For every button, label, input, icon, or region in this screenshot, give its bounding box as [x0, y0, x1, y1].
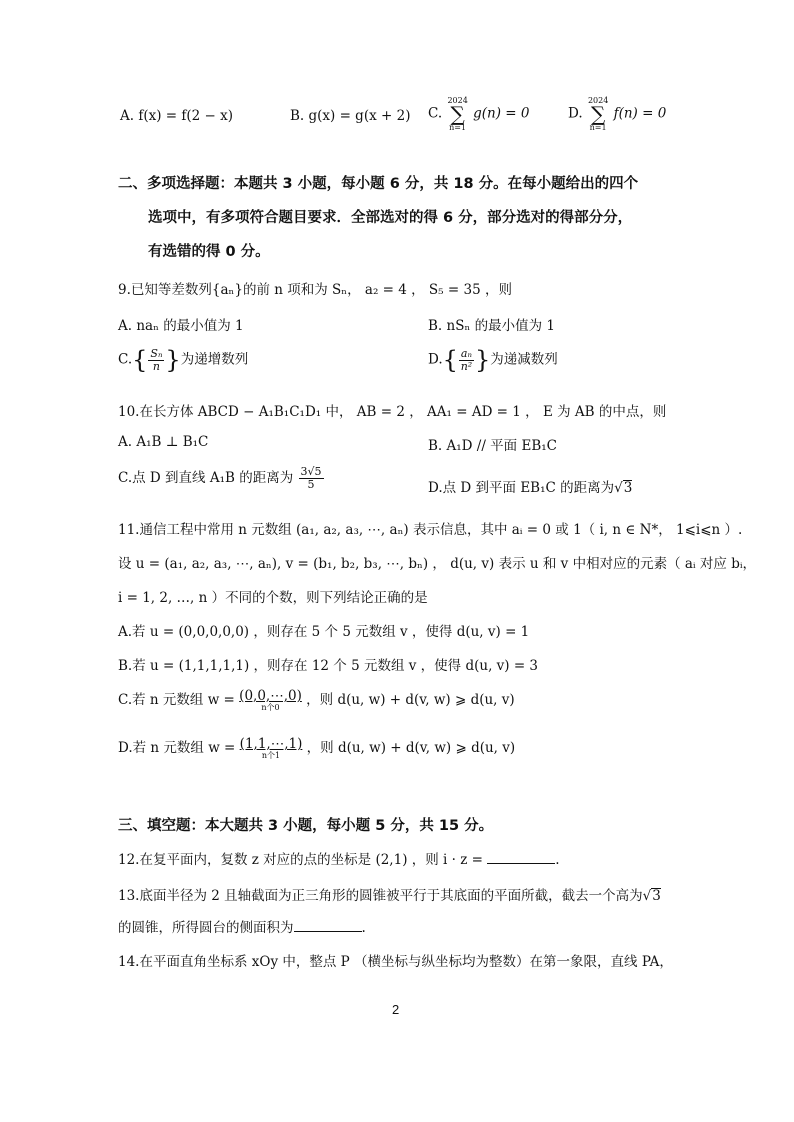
q9-option-c-fraction: [148, 348, 164, 373]
q8-option-d-expr: f(n) = 0: [613, 105, 667, 122]
q12-answer-blank: [487, 851, 555, 864]
q11-option-a: A.若 u = (0,0,0,0,0) ，则存在 5 个 5 元数组 v ，使得 d(u, v) = 1: [118, 624, 530, 640]
q9-option-d-label: D.: [428, 351, 443, 368]
q10-option-c-text: C.点 D 到直线 A₁B 的距离为: [118, 470, 294, 486]
q13-line2: [118, 916, 366, 936]
section2-heading-line3: 有选错的得 0 分。: [148, 244, 270, 260]
q10-option-d: D.点 D 到平面 EB₁C 的距离为√3: [428, 480, 633, 496]
q10-option-d-text: D.点 D 到平面 EB₁C 的距离为: [428, 480, 615, 496]
q9-option-d: D.{ $\frac{\text{aₙ}}{\text{n²}}$ }为递减数列: [428, 346, 558, 374]
q12-text: 12.在复平面内，复数 z 对应的点的坐标是 (2,1) ，则 i · z =: [118, 852, 483, 868]
q9-option-c: C.{ $\frac{\text{Sₙ}}{n}$ }为递增数列: [118, 346, 249, 374]
q9-option-a: A. naₙ 的最小值为 1: [118, 318, 244, 334]
page-number: 2: [392, 1002, 400, 1017]
q11-option-c-pre: C.若 n 元数组 w =: [118, 692, 235, 708]
q13-answer-blank: [294, 919, 362, 932]
q8-option-c-label: C.: [428, 105, 443, 122]
q8-option-c-sum-bottom: n=1: [449, 123, 467, 132]
q9-option-d-numerator: aₙ: [460, 346, 472, 360]
q8-option-d-sum-top: 2024: [587, 96, 609, 105]
q8-option-d: [568, 96, 666, 132]
q13-line2-post: .: [361, 920, 366, 936]
q12: [118, 848, 560, 868]
q10-option-b: B. A₁D // 平面 EB₁C: [428, 438, 557, 454]
q9-stem: 9.已知等差数列{aₙ}的前 n 项和为 Sₙ， a₂ = 4 ， S₅ = 35 ，则: [118, 282, 512, 298]
q11-option-c-post: ，则 d(u, w) + d(v, w) ⩾ d(u, v): [306, 692, 515, 708]
q9-option-d-fraction: [459, 348, 474, 373]
q11-option-c-tuple: [239, 688, 302, 712]
q11-stem-line3: i = 1, 2, …, n ）不同的个数，则下列结论正确的是: [118, 590, 428, 606]
q10-option-a: A. A₁B ⊥ B₁C: [118, 434, 209, 450]
q8-option-b: B. g(x) = g(x + 2): [290, 108, 411, 124]
q10-stem: 10.在长方体 ABCD − A₁B₁C₁D₁ 中， AB = 2 ， AA₁ = AD = 1 ， E 为 AB 的中点，则: [118, 404, 667, 420]
q11-stem-line1: 11.通信工程中常用 n 元数组 (a₁, a₂, a₃, ⋯, aₙ) 表示信息，其中 aᵢ = 0 或 1（ i, n ∈ N*， 1⩽i⩽n ）.: [118, 522, 743, 538]
q10-option-c-numerator: 3√5: [300, 465, 322, 478]
q9-option-b: B. nSₙ 的最小值为 1: [428, 318, 555, 334]
q11-option-c-underbrace-label: n个0: [261, 703, 280, 712]
q10-option-c-denominator: 5: [307, 478, 315, 491]
q9-option-c-text: 为递增数列: [180, 351, 249, 368]
q11-option-d-tuple-value: (1,1,⋯,1): [239, 736, 303, 752]
q9-option-d-text: 为递减数列: [490, 351, 558, 368]
q11-option-d: [118, 736, 515, 760]
q11-option-c-tuple-value: (0,0,⋯,0): [239, 688, 302, 704]
q13-line1-text: 13.底面半径为 2 且轴截面为正三角形的圆锥被平行于其底面的平面所截，截去一个高为: [118, 888, 643, 904]
q13-line2-text: 的圆锥，所得圆台的侧面积为: [118, 920, 294, 936]
q11-option-b: B.若 u = (1,1,1,1,1) ，则存在 12 个 5 元数组 v ，使得 d(u, v) = 3: [118, 658, 539, 674]
q10-option-d-sqrt: 3: [623, 480, 633, 496]
q11-option-d-post: ，则 d(u, w) + d(v, w) ⩾ d(u, v): [306, 740, 516, 756]
q11-option-d-underbrace-label: n个1: [261, 751, 281, 760]
q10-option-c: [118, 466, 325, 491]
q11-option-d-tuple: [240, 736, 303, 760]
q14-line1: 14.在平面直角坐标系 xOy 中，整点 P （横坐标与纵坐标均为整数）在第一象限，直线 PA，: [118, 954, 673, 970]
q8-option-d-label: D.: [568, 105, 583, 122]
section2-heading-line1: 二、多项选择题：本题共 3 小题，每小题 6 分，共 18 分。在每小题给出的四个: [118, 176, 639, 192]
section2-heading-line2: 选项中，有多项符合题目要求．全部选对的得 6 分，部分选对的得部分分，: [148, 210, 633, 226]
section3-heading: 三、填空题：本大题共 3 小题，每小题 5 分，共 15 分。: [118, 818, 494, 834]
q9-option-c-numerator: Sₙ: [150, 346, 163, 360]
q13-line1: 13.底面半径为 2 且轴截面为正三角形的圆锥被平行于其底面的平面所截，截去一个高为√3: [118, 888, 661, 904]
q13-line1-sqrt: 3: [652, 888, 661, 904]
q11-option-d-pre: D.若 n 元数组 w =: [118, 740, 236, 756]
q9-option-c-label: C.: [118, 351, 133, 368]
q11-option-c: [118, 688, 515, 712]
q12-post: .: [555, 852, 560, 868]
q8-option-c-sum-top: 2024: [447, 96, 468, 105]
q10-option-c-fraction: [299, 466, 324, 491]
q9-option-d-denominator: n²: [460, 359, 473, 373]
q11-stem-line2: 设 u = (a₁, a₂, a₃, ⋯, aₙ), v = (b₁, b₂, b₃, ⋯, bₙ) ， d(u, v) 表示 u 和 v 中相对应的元素（ aᵢ 对应 bᵢ，: [118, 556, 757, 572]
q8-option-d-sum: 2024 ∑ n=1: [587, 96, 609, 132]
q8-option-d-sum-bottom: n=1: [589, 123, 607, 132]
q9-option-c-denominator: n: [152, 359, 160, 373]
q8-option-c-expr: g(n) = 0: [473, 105, 530, 122]
q8-option-a: A. f(x) = f(2 − x): [120, 108, 233, 124]
q8-option-c: [428, 96, 529, 132]
q8-option-c-sum: 2024 ∑ n=1: [447, 96, 468, 132]
